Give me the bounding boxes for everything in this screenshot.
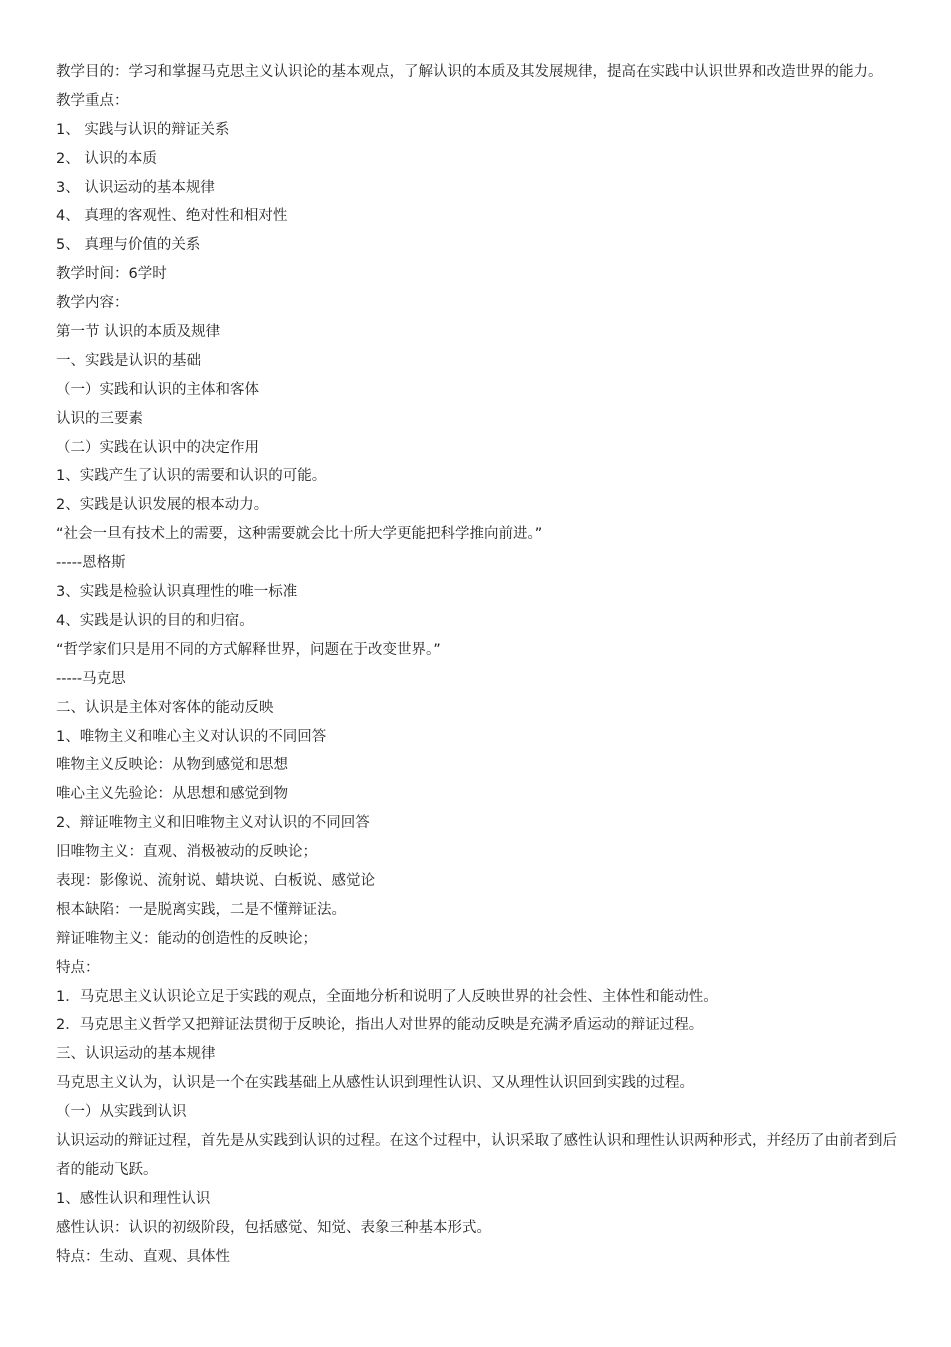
- text-line: 马克思主义认为，认识是一个在实践基础上从感性认识到理性认识、又从理性认识回到实践的过程。: [56, 1075, 694, 1092]
- text-line: 1、实践产生了认识的需要和认识的可能。: [56, 468, 327, 485]
- document-lines: [56, 87, 901, 1127]
- text-line: 二、认识是主体对客体的能动反映: [56, 699, 274, 716]
- text-line: 4、 真理的客观性、绝对性和相对性: [56, 208, 288, 225]
- quote-attribution: -----恩格斯: [56, 555, 126, 572]
- text-line: 教学时间：6学时: [56, 266, 167, 283]
- text-line: 三、认识运动的基本规律: [56, 1046, 216, 1063]
- text-line: 4、实践是认识的目的和归宿。: [56, 612, 254, 629]
- text-line: 教学重点：: [56, 92, 129, 109]
- text-line: 3、 认识运动的基本规律: [56, 179, 215, 196]
- text-line: 特点：生动、直观、具体性: [56, 1248, 230, 1265]
- text-line: （一）实践和认识的主体和客体: [56, 381, 259, 398]
- text-line: 感性认识：认识的初级阶段，包括感觉、知觉、表象三种基本形式。: [56, 1219, 491, 1236]
- text-line: 1、 实践与认识的辩证关系: [56, 121, 230, 138]
- text-line: 教学内容：: [56, 295, 129, 312]
- quote-line: “哲学家们只是用不同的方式解释世界，问题在于改变世界。”: [56, 641, 441, 658]
- teaching-goal-paragraph: 教学目的：学习和掌握马克思主义认识论的基本观点，了解认识的本质及其发展规律，提高在实践中认识世界和改造世界的能力。: [56, 64, 883, 80]
- text-line: 5、 真理与价值的关系: [56, 237, 201, 254]
- text-line: 旧唯物主义：直观、消极被动的反映论；: [56, 844, 317, 861]
- document-body: [56, 58, 901, 1271]
- text-line: （二）实践在认识中的决定作用: [56, 439, 259, 456]
- text-line: 1、唯物主义和唯心主义对认识的不同回答: [56, 728, 327, 745]
- text-line: 2、 认识的本质: [56, 150, 157, 167]
- text-line: 表现：影像说、流射说、蜡块说、白板说、感觉论: [56, 872, 375, 889]
- text-line: 一、实践是认识的基础: [56, 352, 201, 369]
- text-line: 根本缺陷：一是脱离实践，二是不懂辩证法。: [56, 901, 346, 918]
- quote-attribution: -----马克思: [56, 670, 126, 687]
- text-line: 唯心主义先验论：从思想和感觉到物: [56, 786, 288, 803]
- text-line: 1．马克思主义认识论立足于实践的观点，全面地分析和说明了人反映世界的社会性、主体性和能动性。: [56, 988, 718, 1005]
- text-line: 1、感性认识和理性认识: [56, 1190, 211, 1207]
- text-line: 3、实践是检验认识真理性的唯一标准: [56, 584, 298, 601]
- text-line: 唯物主义反映论：从物到感觉和思想: [56, 757, 288, 774]
- quote-line: “社会一旦有技术上的需要，这种需要就会比十所大学更能把科学推向前进。”: [56, 526, 543, 543]
- process-paragraph: 认识运动的辩证过程，首先是从实践到认识的过程。在这个过程中，认识采取了感性认识和理性认识两种形式，并经历了由前者到后者的能动飞跃。: [56, 1132, 897, 1178]
- text-line: 2．马克思主义哲学又把辩证法贯彻于反映论，指出人对世界的能动反映是充满矛盾运动的辩证过程。: [56, 1017, 704, 1034]
- text-line: 第一节 认识的本质及规律: [56, 324, 221, 341]
- text-line: 特点：: [56, 959, 100, 976]
- text-line: 2、辩证唯物主义和旧唯物主义对认识的不同回答: [56, 815, 370, 832]
- text-line: 辩证唯物主义：能动的创造性的反映论；: [56, 930, 317, 947]
- text-line: 2、实践是认识发展的根本动力。: [56, 497, 269, 514]
- text-line: （一）从实践到认识: [56, 1104, 187, 1121]
- text-line: 认识的三要素: [56, 410, 143, 427]
